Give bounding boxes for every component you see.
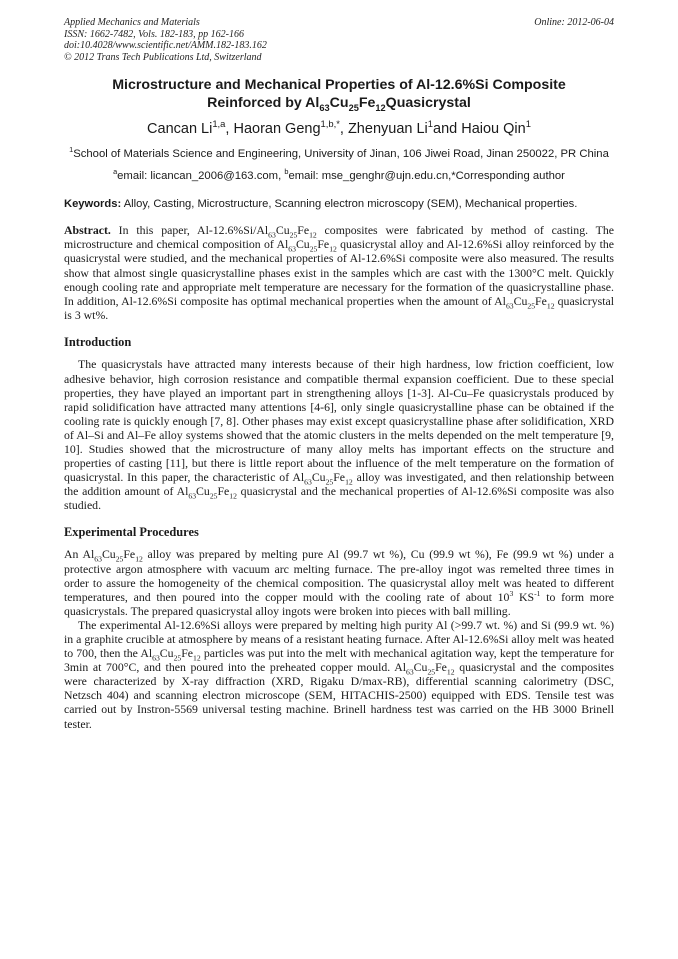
author-list: Cancan Li$^{1,a}$, Haoran Geng$^{1,b,*}$, Zhenyuan Li$^1$and Haiou Qin$^1$ — [147, 118, 531, 137]
online-date: Online: 2012-06-04 — [534, 17, 614, 28]
formula-al63cu25fe12: $_{63}Cu_{25}Fe_{12}$ — [406, 660, 455, 677]
section-heading-experimental: Experimental Procedures — [64, 525, 199, 540]
title-line-1: Microstructure and Mechanical Properties of Al-12.6%Si Composite — [112, 77, 566, 93]
keywords-label: Keywords: — [64, 198, 122, 210]
title-line-2: Reinforced by $Al_{63}Cu_{25}Fe_{12}Quasicrystal$ — [207, 95, 471, 113]
exp-paragraph-2: The experimental Al-12.6%Si alloys were prepared by melting high purity Al (>99.7 wt. %) and Si (99.9 wt. %) in a graphite crucible at atmosphere by means of a resistant heating furnace. After Al-12.6%Si alloy melt was heated to 700, then the $Al_{63}Cu_{25}Fe_{12}$ particles was put into the melt with mechanical agitation way, kept the temperature for 3min at 700°C, and then poured into the preheated copper mould. $Al_{63}Cu_{25}Fe_{12}$ quasicrystal and the composites were characterized by X-ray diffraction (XRD, Rigaku D/max-RB), differential scanning calorimetry (DSC, Netzsch 404) and scanning electron microscope (SEM, HITACHIS-2500) equipped with EDS. Tensile test was carried out by Instron-5569 universal testing machine. Brinell hardness test was carried on the HB 3000 Brinell tester. — [64, 617, 614, 731]
affiliation: $^1$School of Materials Science and Engineering, University of Jinan, 106 Jiwei Road, Jinan 250022, PR China — [69, 145, 609, 160]
exp-paragraph-1: An $Al_{63}Cu_{25}Fe_{12}$ alloy was prepared by melting pure Al (99.7 wt %), Cu (99.9 wt %), Fe (99.9 wt %) under a protective argon atmosphere with vacuum arc melting furnace. The pre-alloy ingot was remelted three times in order to assure the homogeneity of the chemical composition. The quasicrystal alloy melt was heated to different temperatures, and then poured into the copper mould with the cooling rate of about $10^3$ $KS^{-1}$ to form more quasicrystals. The prepared quasicrystal alloy ingots were broken into pieces with ball milling. — [64, 547, 615, 618]
abstract: Abstract. In this paper, $Al-12.6\%Si/Al_{63}Cu_{25}Fe_{12}$ composites were fabricated by method of casting. The microstructure and chemical composition of $Al_{63}Cu_{25}Fe_{12}$ quasicrystal alloy and Al-12.6%Si alloy reinforced by the quasicrystal were studied, and the mechanical properties of Al-12.6%Si composite were also measured. The results show that almost single quasicrystalline phases exist in the samples which are cast with the 1300°C melt. Quickly enough cooling rate and appropriate melt temperature are necessary for the formation of the quasicrystalline phase. In addition, Al-12.6%Si composite has optimal mechanical properties when the amount of $Al_{63}Cu_{25}Fe_{12}$ quasicrystal is 3 wt%. — [64, 223, 615, 323]
author-name: Cancan Li — [147, 121, 213, 137]
author-emails: $^a$email: licancan_2006@163.com, $^b$email: mse_genghr@ujn.edu.cn,*Corresponding author — [113, 167, 565, 182]
author-name: Haiou Qin — [461, 121, 526, 137]
paper-title — [64, 76, 614, 112]
formula-al63cu25fe12: $_{63}Cu_{25}Fe_{12}$ — [188, 484, 237, 501]
formula-al63cu25fe12: $_{63}Cu_{25}Fe_{12}$ — [268, 223, 317, 240]
intro-paragraph: The quasicrystals have attracted many interests because of their high hardness, low friction coefficient, low adhesive behavior, high corrosion resistance and compatible thermal expansion coefficient. Due to these special properties, they have played an important part in strengthening alloys [1-3]. Al-Cu–Fe quasicrystals produced by rapid solidification have attracted many attentions [4-6], only single quasicrystalline phase can be obtained if the cooling rate is quickly enough [7, 8]. Other phases may exist except quasicrystalline phase after solidification, XRD of Al–Si and Al–Fe alloy systems showed that the atomic clusters in the melts depended on the melt temperature [9, 10]. Studies showed that the microstructure of many alloy melts has important effects on the structure and properties of casting [11], but there is little report about the influence of the melt temperature on the formation of quasicrystal. In this paper, the characteristic of $Al_{63}Cu_{25}Fe_{12}$ alloy was investigated, and then relationship between the addition amount of $Al_{63}Cu_{25}Fe_{12}$ quasicrystal and the mechanical properties of Al-12.6%Si composite was also studied. — [64, 357, 614, 513]
copyright-line: © 2012 Trans Tech Publications Ltd, Switzerland — [64, 51, 262, 63]
section-heading-introduction: Introduction — [64, 335, 132, 350]
formula-al63cu25fe12: $_{63}Cu_{25}Fe_{12}$ — [304, 470, 353, 487]
journal-header — [64, 0, 614, 63]
author-name: Zhenyuan Li — [347, 121, 428, 137]
doi-line: doi:10.4028/www.scientific.net/AMM.182-183.162 — [64, 40, 267, 51]
issn-line: ISSN: 1662-7482, Vols. 182-183, pp 162-166 — [64, 28, 244, 40]
abstract-label: Abstract. — [64, 223, 111, 237]
formula-al63cu25fe12: $_{63}Cu_{25}Fe_{12}$ — [152, 646, 201, 663]
formula-al63cu25fe12: $_{63}Cu_{25}Fe_{12}$ — [505, 294, 555, 311]
keywords: Keywords: Alloy, Casting, Microstructure, Scanning electron microscopy (SEM), Mechanical properties. — [64, 198, 578, 210]
journal-name: Applied Mechanics and Materials — [64, 17, 200, 28]
formula-al63cu25fe12: $_{63}Cu_{25}Fe_{12}$ — [288, 237, 337, 254]
author-name: Haoran Geng — [233, 121, 321, 137]
formula-al63cu25fe12: $_{63}Cu_{25}Fe_{12}$ — [94, 547, 143, 564]
